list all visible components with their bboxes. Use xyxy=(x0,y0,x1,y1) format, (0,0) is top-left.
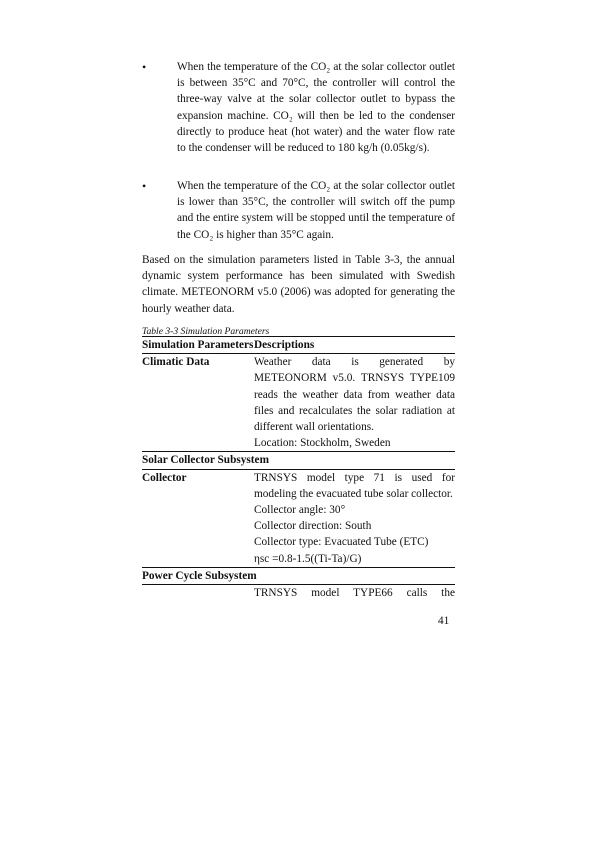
section-power-cycle-subsystem: Power Cycle Subsystem xyxy=(142,569,257,582)
bullet-marker: • xyxy=(142,179,147,193)
row-description-power-cycle: TRNSYS model TYPE66 calls the xyxy=(254,587,455,600)
collector-description: TRNSYS model type 71 is used for modeling the evacuated tube solar collector. xyxy=(254,471,455,500)
header-descriptions: Descriptions xyxy=(254,339,315,351)
collector-direction: Collector direction: South xyxy=(254,520,372,533)
bullet-item-2 xyxy=(142,178,455,243)
table-header-row xyxy=(142,337,455,353)
page-number: 41 xyxy=(438,615,450,627)
table-row-collector xyxy=(142,470,455,567)
bullet-marker: • xyxy=(142,60,147,74)
table-row-climatic-data xyxy=(142,354,455,451)
table-row-power-cycle xyxy=(142,585,455,601)
section-solar-collector-subsystem: Solar Collector Subsystem xyxy=(142,454,269,467)
collector-efficiency-formula: ηsc =0.8-1.5((Ti-Ta)/G) xyxy=(254,552,362,565)
row-description-climatic-data xyxy=(254,354,455,451)
body-paragraph: Based on the simulation parameters listed in Table 3-3, the annual dynamic system performance has been simulated with Swedish climate. METEONORM v5.0 (2006) was adopted for generating the hourly weather data. xyxy=(142,254,455,315)
header-simulation-parameters: Simulation Parameters xyxy=(142,339,254,351)
row-label-climatic-data: Climatic Data xyxy=(142,356,210,369)
simulation-parameters-table xyxy=(142,336,455,601)
collector-type: Collector type: Evacuated Tube (ETC) xyxy=(254,536,429,549)
collector-angle: Collector angle: 30° xyxy=(254,504,346,517)
climatic-description: Weather data is generated by METEONORM v5.0. TRNSYS TYPE109 reads the weather data from weather data files and recalculates the solar radiation at different wall orientations. xyxy=(254,356,455,434)
row-label-empty xyxy=(142,585,254,601)
row-label-collector: Collector xyxy=(142,471,187,484)
row-description-collector xyxy=(254,470,455,567)
bullet-item-1 xyxy=(142,59,455,156)
bullet-text: When the temperature of the CO₂ at the solar collector outlet is between 35°C and 70°C, the controller will control the three-way valve at the solar collector outlet to bypass the expansion machine. CO₂ will then be led to the condenser directly to produce heat (hot water) and the water flow rate to the condenser will be reduced to 180 kg/h (0.05kg/s). xyxy=(177,61,455,155)
table-caption: Table 3-3 Simulation Parameters xyxy=(142,326,270,337)
climatic-location: Location: Stockholm, Sweden xyxy=(254,437,391,450)
bullet-text: When the temperature of the CO₂ at the solar collector outlet is lower than 35°C, the controller will switch off the pump and the entire system will be stopped until the temperature of the CO₂ is higher than 35°C again. xyxy=(177,180,455,241)
